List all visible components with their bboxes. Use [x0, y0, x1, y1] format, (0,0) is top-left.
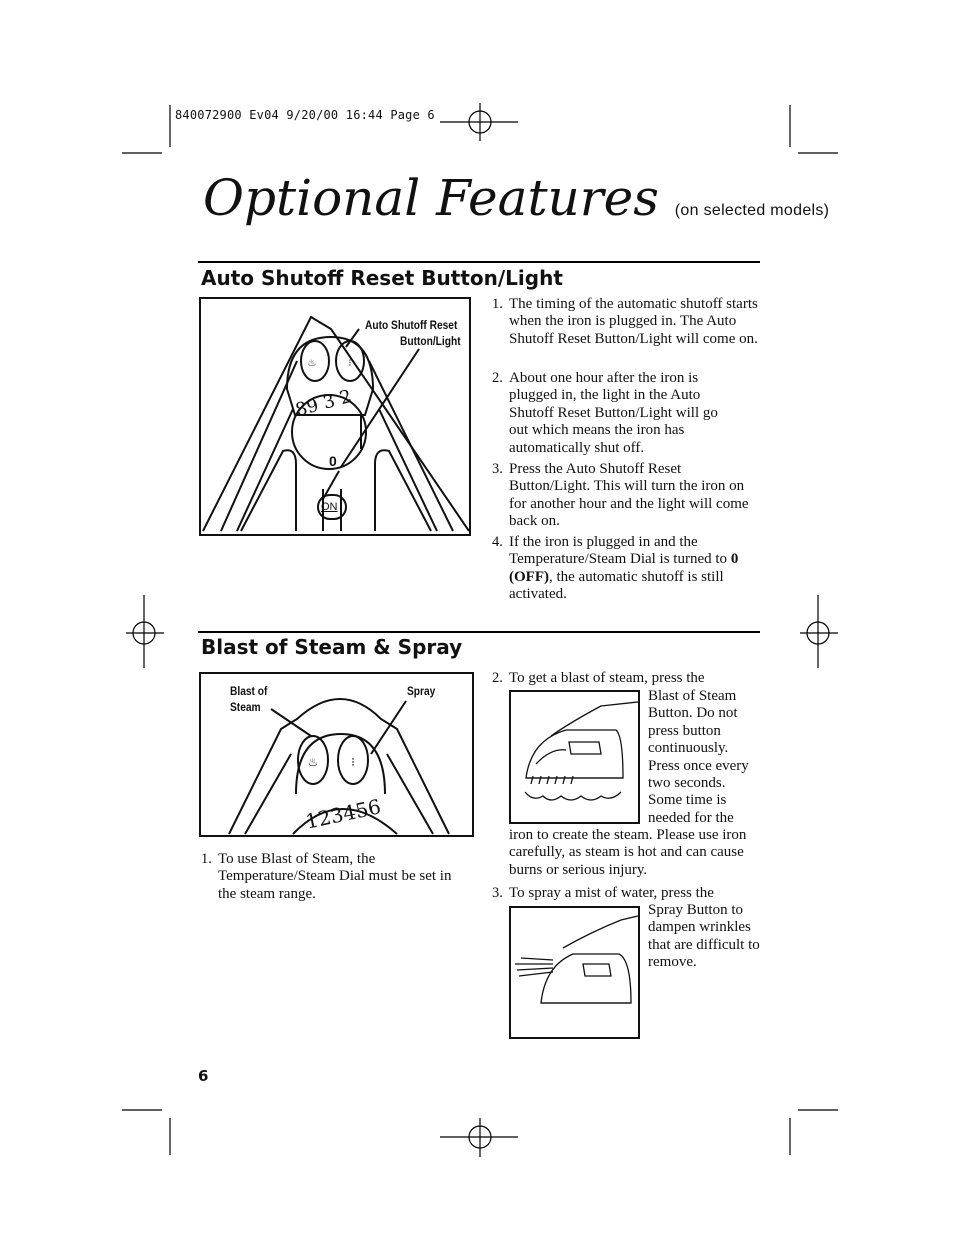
- step-4-text: [509, 534, 754, 604]
- step-3-num: 3.: [492, 461, 503, 477]
- section-rule-1: [198, 261, 760, 263]
- s2-step-3-num: 3.: [492, 885, 503, 901]
- dial-digits: 89 3 2: [293, 385, 355, 422]
- s2-step-2-num: 2.: [492, 670, 503, 686]
- step-4-text-a: If the iron is plugged in and the Temperature/Steam Dial is turned to: [509, 534, 731, 568]
- s2-step-3-intro: To spray a mist of water, press the: [509, 885, 714, 901]
- section-heading-blast-spray: Blast of Steam & Spray: [201, 635, 463, 659]
- step-3-text: Press the Auto Shutoff Reset Button/Light. This will turn the iron on for another hour and the light will come back on.: [509, 461, 749, 530]
- section-rule-2: [198, 631, 760, 633]
- page-number: 6: [198, 1067, 209, 1085]
- step-1-text: The timing of the automatic shutoff starts when the iron is plugged in. The Auto Shutoff Reset Button/Light will come on.: [509, 296, 758, 347]
- step-4-text-b: , the automatic shutoff is still activated.: [509, 568, 724, 603]
- on-button-label: ON: [321, 501, 338, 513]
- s2-step-3-wrap: Spray Button to dampen wrinkles that are difficult to remove.: [648, 902, 760, 971]
- label-steam: Steam: [230, 700, 261, 714]
- step-4-num: 4.: [492, 534, 503, 550]
- step-2-text: About one hour after the iron is plugged in, the light in the Auto Shutoff Reset Button/Light will go out which means the iron has automatically shut off.: [509, 370, 718, 456]
- section-heading-auto-shutoff: Auto Shutoff Reset Button/Light: [201, 266, 563, 290]
- iron-steam-illustration: [511, 692, 638, 822]
- svg-text:♨: ♨: [307, 358, 317, 369]
- dial-zero: 0: [329, 453, 337, 469]
- s2-step-2-rest: iron to create the steam. Please use iron carefully, as steam is hot and can cause burns or serious injury.: [509, 827, 747, 878]
- title-text: Optional Features: [203, 169, 659, 227]
- figure-label-auto-shutoff: Auto Shutoff Reset: [365, 318, 458, 332]
- print-slug: 840072900 Ev04 9/20/00 16:44 Page 6: [175, 108, 435, 122]
- step-2-num: 2.: [492, 370, 503, 386]
- dial-digits-2: 123456: [303, 794, 384, 834]
- s2-step-1-text: To use Blast of Steam, the Temperature/Steam Dial must be set in the steam range.: [218, 851, 452, 902]
- svg-text:♨: ♨: [307, 755, 319, 769]
- blast-steam-figure: [509, 690, 640, 824]
- label-blast-of: Blast of: [230, 684, 268, 698]
- figure-label-button-light: Button/Light: [400, 334, 461, 348]
- step-4-text-bold: 0 (OFF): [509, 551, 739, 585]
- spray-figure: [509, 906, 640, 1039]
- page-title: [203, 168, 829, 241]
- auto-shutoff-figure: [199, 297, 471, 536]
- iron-spray-illustration: [511, 908, 638, 1037]
- s2-step-2-intro: To get a blast of steam, press the: [509, 670, 705, 686]
- label-spray: Spray: [407, 684, 436, 698]
- step-1-num: 1.: [492, 296, 503, 312]
- svg-text:⁝: ⁝: [351, 755, 355, 769]
- blast-spray-figure: [199, 672, 474, 837]
- svg-text:⁝: ⁝: [348, 358, 352, 369]
- title-subtitle: (on selected models): [674, 202, 830, 219]
- s2-step-2-wrap: Blast of Steam Button. Do not press button continuously. Press once every two seconds. Some time is needed for the: [648, 688, 749, 826]
- s2-step-1-num: 1.: [201, 851, 212, 867]
